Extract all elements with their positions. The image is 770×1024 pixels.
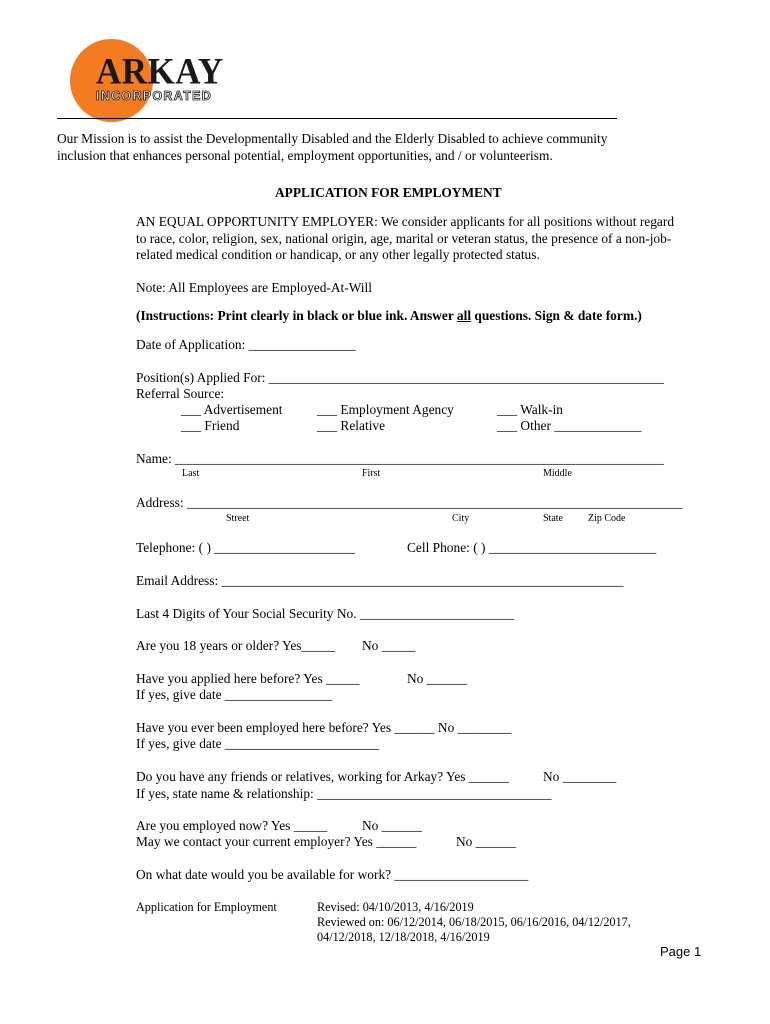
- footer-reviewed-1: Reviewed on: 06/12/2014, 06/18/2015, 06/16/2016, 04/12/2017,: [317, 915, 631, 929]
- footer-reviewed-2: 04/12/2018, 12/18/2018, 4/16/2019: [317, 930, 490, 944]
- mission-line-1: Our Mission is to assist the Developmentally Disabled and the Elderly Disabled to achieve community: [57, 131, 608, 146]
- telephone-field[interactable]: Telephone: ( ) _____________________: [136, 540, 355, 555]
- address-state-caption: State: [543, 513, 563, 524]
- logo-subtitle: INCORPORATED: [96, 89, 213, 103]
- at-will-note: Note: All Employees are Employed-At-Will: [136, 280, 372, 295]
- employed-before-date-field[interactable]: If yes, give date _______________________: [136, 736, 379, 751]
- address-zip-caption: Zip Code: [588, 513, 626, 524]
- eeo-line-2: to race, color, religion, sex, national origin, age, marital or veteran status, the presence of a non-job-: [136, 231, 672, 246]
- address-city-caption: City: [452, 513, 470, 524]
- employed-before-field[interactable]: Have you ever been employed here before? Yes ______ No ________: [136, 720, 512, 735]
- applied-before-date-field[interactable]: If yes, give date ________________: [136, 687, 332, 702]
- age-18-yes-field[interactable]: Are you 18 years or older? Yes_____: [136, 638, 335, 653]
- positions-applied-field[interactable]: Position(s) Applied For: ___________________________________________________________: [136, 370, 664, 385]
- referral-friend-option[interactable]: ___ Friend: [181, 418, 240, 433]
- instructions-before: (Instructions: Print clearly in black or blue ink. Answer: [136, 308, 457, 323]
- referral-other-option[interactable]: ___ Other _____________: [497, 418, 642, 433]
- available-date-field[interactable]: On what date would you be available for work? ____________________: [136, 867, 529, 882]
- form-title: APPLICATION FOR EMPLOYMENT: [275, 185, 502, 200]
- header-rule: [57, 118, 617, 119]
- instructions: [136, 308, 642, 324]
- ssn-last4-field[interactable]: Last 4 Digits of Your Social Security No. _______________________: [136, 606, 514, 621]
- age-18-no-field[interactable]: No _____: [362, 638, 416, 653]
- footer-revised: Revised: 04/10/2013, 4/16/2019: [317, 900, 474, 914]
- name-field[interactable]: Name: _________________________________________________________________________: [136, 451, 664, 466]
- referral-employment-agency-option[interactable]: ___ Employment Agency: [317, 402, 454, 417]
- employed-now-yes-field[interactable]: Are you employed now? Yes _____: [136, 818, 328, 833]
- cell-phone-field[interactable]: Cell Phone: ( ) _________________________: [407, 540, 657, 555]
- address-field[interactable]: Address: __________________________________________________________________________: [136, 495, 683, 510]
- address-street-caption: Street: [226, 513, 250, 524]
- friends-relatives-yes-field[interactable]: Do you have any friends or relatives, working for Arkay? Yes ______: [136, 769, 510, 784]
- referral-advertisement-option[interactable]: ___ Advertisement: [181, 402, 283, 417]
- eeo-line-1: AN EQUAL OPPORTUNITY EMPLOYER: We consider applicants for all positions without regard: [136, 214, 675, 229]
- name-last-caption: Last: [182, 468, 200, 479]
- applied-before-no-field[interactable]: No ______: [407, 671, 467, 686]
- applied-before-yes-field[interactable]: Have you applied here before? Yes _____: [136, 671, 360, 686]
- page-number: Page 1: [660, 944, 702, 959]
- employed-now-no-field[interactable]: No ______: [362, 818, 422, 833]
- contact-employer-yes-field[interactable]: May we contact your current employer? Yes ______: [136, 834, 417, 849]
- friends-relatives-no-field[interactable]: No ________: [543, 769, 617, 784]
- instructions-underlined: all: [456, 308, 472, 323]
- name-first-caption: First: [362, 468, 381, 479]
- mission-line-2: inclusion that enhances personal potential, employment opportunities, and / or volunteerism.: [57, 148, 553, 163]
- instructions-after: questions. Sign & date form.): [471, 308, 642, 323]
- eeo-line-3: related medical condition or handicap, or any other legally protected status.: [136, 247, 540, 262]
- contact-employer-no-field[interactable]: No ______: [456, 834, 516, 849]
- referral-source-label: Referral Source:: [136, 386, 225, 401]
- friends-relationship-field[interactable]: If yes, state name & relationship: ___________________________________: [136, 786, 552, 801]
- logo-name: ARKAY: [96, 51, 224, 92]
- name-middle-caption: Middle: [543, 468, 572, 479]
- referral-relative-option[interactable]: ___ Relative: [317, 418, 386, 433]
- date-of-application-field[interactable]: Date of Application: ________________: [136, 337, 356, 352]
- email-field[interactable]: Email Address: ____________________________________________________________: [136, 573, 624, 588]
- referral-walkin-option[interactable]: ___ Walk-in: [497, 402, 563, 417]
- footer-form-name: Application for Employment: [136, 900, 277, 914]
